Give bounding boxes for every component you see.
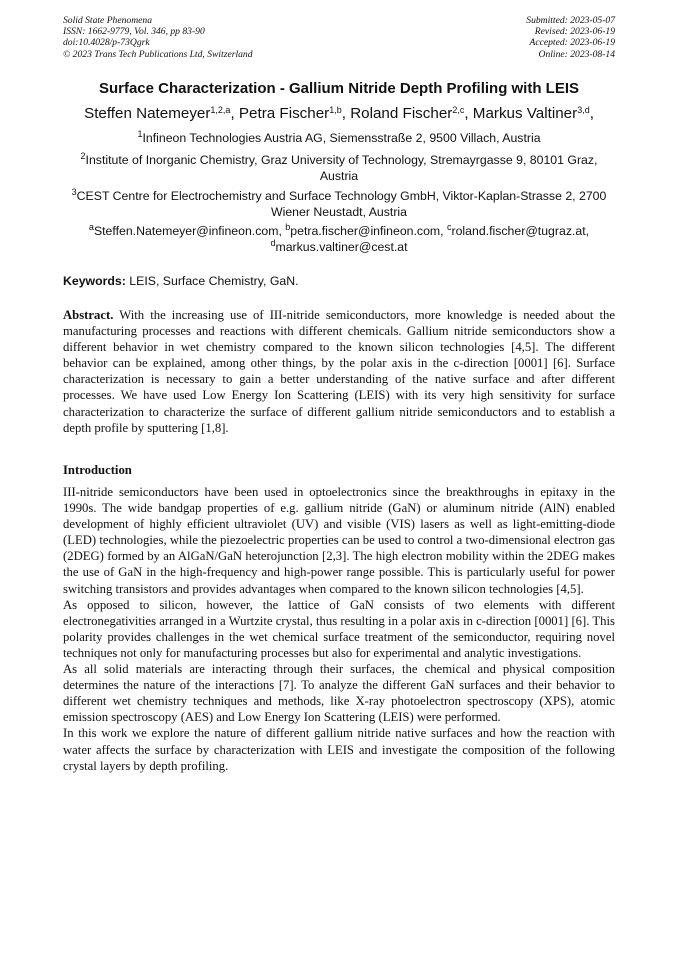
- author-emails: $^a$Steffen.Natemeyer@infineon.com, $^b$petra.fischer@infineon.com, $^c$roland.fischer@tugraz.at, $^d$markus.valtiner@cest.at: [88, 222, 590, 254]
- journal-header-left: [63, 15, 253, 60]
- introduction-paragraph: As opposed to silicon, however, the lattice of GaN consists of two elements with different electronegativities arranged in a Wurtzite crystal, thus resulting in a polar axis in c-direction [0001] [6]. This polarity provides challenges in the wet chemical surface treatment of the semiconductor, requiring novel techniques not only for manufacturing processes but also for experimental and analytic investigations.: [63, 597, 615, 660]
- email-link[interactable]: markus.valtiner@cest.at: [275, 239, 408, 254]
- affiliation-3: $^3$CEST Centre for Electrochemistry and Surface Technology GmbH, Viktor-Kaplan-Strasse 2, 2700 Wiener Neustadt, Austria: [71, 187, 607, 219]
- author-name: Petra Fischer: [238, 105, 330, 122]
- author-name: Roland Fischer: [350, 105, 453, 122]
- email-link[interactable]: Steffen.Natemeyer@infineon.com,: [93, 224, 286, 238]
- introduction-body: [63, 484, 615, 774]
- journal-doi: doi:10.4028/p-73Qgrk: [63, 37, 150, 49]
- paper-title: Surface Characterization - Gallium Nitride Depth Profiling with LEIS: [98, 80, 580, 97]
- keywords-text: LEIS, Surface Chemistry, GaN.: [125, 274, 299, 288]
- author-name: Markus Valtiner: [472, 105, 578, 122]
- author-affiliation-sup: 3,d: [577, 105, 590, 115]
- author-name: Steffen Natemeyer: [84, 105, 211, 122]
- author-list: Steffen Natemeyer$^{1,2,a}$, Petra Fischer$^{1,b}$, Roland Fischer$^{2,c}$, Markus Valtiner$^{3,d}$,: [84, 105, 594, 122]
- author-affiliation-sup: 2,c: [452, 105, 465, 115]
- author-affiliation-sup: 1,2,a: [210, 105, 231, 115]
- introduction-paragraph: In this work we explore the nature of different gallium nitride native surfaces and how the reaction with water affects the surface by characterization with LEIS and investigate the composition of the following crystal layers by depth profiling.: [63, 726, 615, 773]
- section-heading-introduction: Introduction: [63, 463, 132, 477]
- date-accepted: Accepted: 2023-06-19: [529, 37, 615, 49]
- affiliation-1: $^1$Infineon Technologies Austria AG, Siemensstraße 2, 9500 Villach, Austria: [137, 129, 541, 145]
- email-link[interactable]: petra.fischer@infineon.com,: [290, 224, 447, 238]
- journal-issn: ISSN: 1662-9779, Vol. 346, pp 83-90: [63, 26, 205, 38]
- journal-copyright: © 2023 Trans Tech Publications Ltd, Switzerland: [63, 48, 253, 60]
- abstract-text: With the increasing use of III-nitride semiconductors, more knowledge is needed about the manufacturing processes and reactions with different chemicals. Gallium nitride semiconductors show a different behavior in wet chemistry compared to the known silicon technologies [4,5]. The different behavior can be explained, among other things, by the polar axis in the c-direction [0001] [6]. Surface characterization is necessary to gain a better understanding of the native surface and after different processes. We have used Low Energy Ion Scattering (LEIS) with its very high sensitivity for surface characterization to characterize the surface of different gallium nitride semiconductors and to establish a depth profile by sputtering [1,8].: [63, 308, 615, 435]
- affiliation-2: $^2$Institute of Inorganic Chemistry, Graz University of Technology, Stremayrgasse 9, 80101 Graz, Austria: [80, 151, 598, 183]
- abstract-label: Abstract.: [63, 308, 114, 322]
- keywords: [63, 274, 615, 289]
- journal-header-right: [526, 15, 615, 60]
- abstract: [63, 307, 615, 436]
- journal-name: Solid State Phenomena: [63, 15, 152, 26]
- introduction-paragraph: As all solid materials are interacting through their surfaces, the chemical and physical composition determines the nature of the interactions [7]. To analyze the different GaN surfaces and their behavior to different wet chemistry techniques and methods, like X-ray photoelectron spectroscopy (XPS), atomic emission spectroscopy (AES) and Low Energy Ion Scattering (LEIS) were performed.: [63, 662, 615, 725]
- date-revised: Revised: 2023-06-19: [534, 26, 615, 38]
- keywords-label: Keywords:: [63, 274, 126, 288]
- introduction-paragraph: III-nitride semiconductors have been used in optoelectronics since the breakthroughs in epitaxy in the 1990s. The wide bandgap properties of e.g. gallium nitride (GaN) or aluminum nitride (AlN) enabled development of highly efficient ultraviolet (UV) and visible (VIS) lasers as well as light-emitting-diode (LED) technologies, while the piezoelectric properties can be used to control a two-dimensional electron gas (2DEG) formed by an AlGaN/GaN heterojunction [2,3]. The high electron mobility within the 2DEG makes the use of GaN in the high-frequency and high-power range possible. This is particularly useful for power switching transistors and provides advantages when compared to the known silicon technologies [4,5].: [63, 485, 615, 596]
- email-link[interactable]: roland.fischer@tugraz.at,: [451, 224, 590, 238]
- author-affiliation-sup: 1,b: [329, 105, 342, 115]
- date-submitted: Submitted: 2023-05-07: [526, 15, 615, 26]
- date-online: Online: 2023-08-14: [538, 48, 615, 60]
